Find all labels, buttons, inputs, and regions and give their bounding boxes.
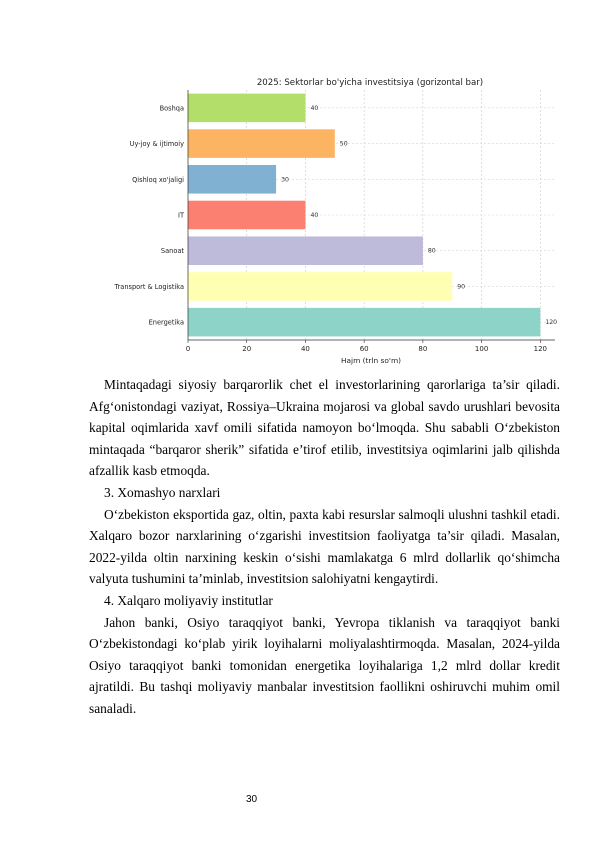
- bar-value-label: 30: [281, 176, 289, 184]
- bar-value-label: 40: [310, 104, 319, 112]
- y-tick-label: Uy-joy & ijtimoiy: [129, 140, 184, 149]
- y-tick-label: Boshqa: [159, 104, 184, 113]
- x-axis-label: Hajm (trln so'm): [340, 356, 402, 365]
- bar: [188, 236, 423, 265]
- bar: [188, 129, 335, 158]
- bar: [188, 94, 305, 123]
- paragraph-commodity-prices: O‘zbekiston eksportida gaz, oltin, paxta kabi resurslar salmoqli ulushni tashkil etadi. Xalqaro bozor narxlarining o‘zgarishi investitsion faoliyatga ta’sir qiladi. Masalan, 2022-yilda oltin narxining keskin o‘sishi mamlakatga 6 mlrd dollarlik qo‘shimcha valyuta tushumini ta’minlab, investitsion salohiyatni kengaytirdi.: [89, 506, 560, 587]
- y-tick-label: Qishloq xo'jaligi: [132, 175, 184, 184]
- bar: [188, 201, 305, 230]
- section-heading-commodity-prices: 3. Xomashyo narxlari: [104, 484, 221, 500]
- chart-title: 2025: Sektorlar bo'yicha investitsiya (gorizontal bar): [256, 78, 484, 88]
- sector-investment-chart: [100, 70, 560, 370]
- bar-value-label: 120: [545, 319, 558, 327]
- x-tick-label: 60: [359, 345, 369, 353]
- y-tick-label: Energetika: [148, 318, 184, 327]
- bar: [188, 308, 540, 337]
- x-tick-label: 20: [242, 345, 252, 353]
- x-tick-label: 100: [474, 345, 489, 353]
- paragraph-political-stability: Mintaqadagi siyosiy barqarorlik chet el investorlarining qarorlariga ta’sir qiladi. Afg‘onistondagi vaziyat, Rossiya–Ukraina mojarosi va global savdo urushlari bevosita kapital oqimlarida xavf omili sifatida namoyon bo‘lmoqda. Shu sababli O‘zbekiston mintaqada “barqaror sherik” sifatida e’tirof etilib, investitsiya oqimlarini jalb qilishda afzallik kasb etmoqda.: [89, 377, 560, 479]
- section-heading-financial-institutions: 4. Xalqaro moliyaviy institutlar: [104, 592, 273, 608]
- x-tick-label: 0: [185, 345, 191, 353]
- y-tick-label: Sanoat: [160, 247, 184, 256]
- bar-value-label: 40: [310, 212, 319, 219]
- bar: [188, 165, 276, 194]
- y-tick-label: Transport & Logistika: [114, 282, 184, 291]
- page-number: 30: [246, 794, 258, 805]
- bar: [188, 272, 452, 301]
- x-tick-label: 120: [533, 345, 548, 353]
- x-tick-label: 40: [300, 345, 310, 353]
- paragraph-financial-institutions: Jahon banki, Osiyo taraqqiyot banki, Yevropa tiklanish va taraqqiyot banki O‘zbekistondagi ko‘plab yirik loyihalarni moliyalashtirmoqda. Masalan, 2024-yilda Osiyo taraqqiyot banki tomonidan energetika loyihalariga 1,2 mlrd dollar kredit ajratildi. Bu tashqi moliyaviy manbalar investitsion faollikni oshiruvchi muhim omil sanaladi.: [89, 614, 560, 716]
- bar-value-label: 90: [457, 283, 466, 291]
- bar-value-label: 50: [339, 140, 348, 148]
- y-tick-label: IT: [178, 211, 184, 220]
- x-tick-label: 80: [418, 345, 428, 353]
- bar-value-label: 80: [427, 247, 436, 255]
